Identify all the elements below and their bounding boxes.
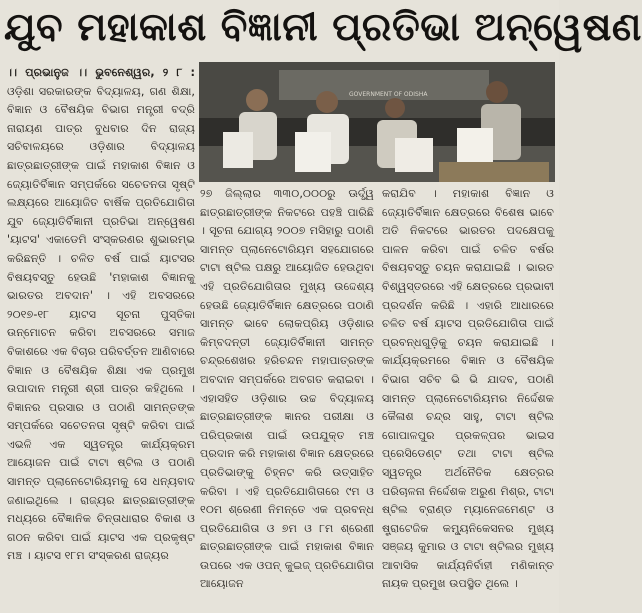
left-column-text: ଓଡ଼ିଶା ସରକାରଙ୍କ ବିଦ୍ୟାଳୟ, ଗଣ ଶିକ୍ଷା, ବିଜ୍ଞାନ ଓ ବୈଷୟିକ ବିଭାଗ ମନ୍ତ୍ରୀ ବଦ୍ରି ନାରାୟଣ ପାତ୍ର ବୁଧବାର ଦିନ ରାଜ୍ୟ ସଚିବାଳୟରେ ଓଡ଼ିଶାର ବିଦ୍ୟାଳୟ ଛାତ୍ରଛାତ୍ରୀଙ୍କ ପାଇଁ ମହାକାଶ ବିଜ୍ଞାନ ଓ ଜ୍ୟୋତିର୍ବିଜ୍ଞାନ ସମ୍ପର୍କରେ ସଚେତନତା ସୃଷ୍ଟି ଲକ୍ଷ୍ୟରେ ଆୟୋଜିତ ବାର୍ଷିକ ପ୍ରତିଯୋଗିତା ଯୁବ ଜ୍ୟୋତିର୍ବିଜ୍ଞାନୀ ପ୍ରତିଭା ଅନ୍ୱେଷଣ 'ୟାଟସ' ଏକାଡେମି ସଂସ୍କରଣର ଶୁଭାରମ୍ଭ କରିଛନ୍ତି । ଚଳିତ ବର୍ଷ ପାଇଁ ୟାଟସର ବିଷୟବସ୍ତୁ ହେଉଛି 'ମହାକାଶ ବିଜ୍ଞାନକୁ ଭାରତର ଅବଦାନ' । ଏହି ଅବସରରେ ୨୦୧୭-୧୮ ୟାଟସ ସୂଚନା ପୁସ୍ତିକା ଉନ୍ମୋଚନ କରିବା ଅବସରରେ ସମାଜ ବିକାଶରେ ଏକ ବିଚାର ପରିବର୍ତ୍ତନ ଆଣିବାରେ ବିଜ୍ଞାନ ଓ ବୈଷୟିକ ଶିକ୍ଷା ଏକ ପ୍ରମୁଖ ଉପାଦାନ ମନ୍ତ୍ରୀ ଶ୍ରୀ ପାତ୍ର କହିଥିଲେ । ବିଜ୍ଞାନର ପ୍ରସାର ଓ ପଠାଣି ସାମନ୍ତଙ୍କ ସମ୍ପର୍କରେ ସଚେତନତା ସୃଷ୍ଟି କରିବା ପାଇଁ ଏଭଳି ଏକ ସ୍ୱତନ୍ତ୍ର କାର୍ଯ୍ୟକ୍ରମ ଆୟୋଜନ ପାଇଁ ଟାଟା ଷ୍ଟିଲ ଓ ପଠାଣି ସାମନ୍ତ ପ୍ଲାନେଟୋରିୟମକୁ ସେ ଧନ୍ୟବାଦ ଜଣାଇଥିଲେ । ରାଜ୍ୟର ଛାତ୍ରଛାତ୍ରୀଙ୍କ ମଧ୍ୟରେ ବୈଜ୍ଞାନିକ ଚିନ୍ତାଧାରାର ବିକାଶ ଓ ଗଠନ କରିବା ପାଇଁ ୟାଟସ ଏକ ପ୍ରକୃଷ୍ଟ ମଞ୍ଚ । ୟାଟସ ୧୮ମ ସଂସ୍କରଣ ରାଜ୍ୟର xyxy=(7,84,195,563)
article-column-right xyxy=(382,185,554,610)
article-body-left xyxy=(7,64,195,566)
middle-column-text: ୨୭ ଜିଲ୍ଲାର ୩୩୦,୦୦୦ରୁ ଊର୍ଦ୍ଧ୍ୱ ଛାତ୍ରଛାତ୍ରୀଙ୍କ ନିକଟରେ ପହଞ୍ଚି ପାରିଛି । ସୂଚନା ଯୋଗ୍ୟ ୨୦୦୭ ମସିହାରୁ ପଠାଣି ସାମନ୍ତ ପ୍ଲାନେଟୋରିୟମ ସହଯୋଗରେ ଟାଟା ଷ୍ଟିଲ ପକ୍ଷରୁ ଆୟୋଜିତ ହେଉଥିବା ଏହି ପ୍ରତିଯୋଗିତାର ମୁଖ୍ୟ ଉଦ୍ଦେଶ୍ୟ ହେଉଛି ଜ୍ୟୋତିର୍ବିଜ୍ଞାନ କ୍ଷେତ୍ରରେ ପଠାଣି ସାମନ୍ତ ଭାବେ ଲୋକପ୍ରିୟ ଓଡ଼ିଶାର କିମ୍ବଦନ୍ତୀ ଜ୍ୟୋତିର୍ବିଜ୍ଞାନୀ ସାମନ୍ତ ଚନ୍ଦ୍ରଶେଖର ହରିଚନ୍ଦନ ମହାପାତ୍ରଙ୍କ ଅବଦାନ ସମ୍ପର୍କରେ ଅବଗତ କରାଇବା । ଏହାସହିତ ଓଡ଼ିଶାର ଉଚ୍ଚ ବିଦ୍ୟାଳୟ ଛାତ୍ରଛାତ୍ରୀଙ୍କ ଜ୍ଞାନର ପରୀକ୍ଷା ଓ ପରିପ୍ରକାଶ ପାଇଁ ଉପଯୁକ୍ତ ମଞ୍ଚ ପ୍ରଦାନ କରି ମହାକାଶ ବିଜ୍ଞାନ କ୍ଷେତ୍ରରେ ପ୍ରତିଭାଙ୍କୁ ଚିହ୍ନଟ କରି ଉତ୍ସାହିତ କରିବା । ଏହି ପ୍ରତିଯୋଗିତାରେ ୯ମ ଓ ୧୦ମ ଶ୍ରେଣୀ ନିମନ୍ତେ ଏକ ପ୍ରବନ୍ଧ ପ୍ରତିଯୋଗିତା ଓ ୭ମ ଓ ୮ମ ଶ୍ରେଣୀ ଛାତ୍ରଛାତ୍ରୀଙ୍କ ପାଇଁ ମହାକାଶ ବିଜ୍ଞାନ ଉପରେ ଏକ ଓପନ୍ କୁଇଜ୍ ପ୍ରତିଯୋଗିତା ଆୟୋଜନ xyxy=(200,187,374,591)
article-byline: ।। ପ୍ରଭାନୁଜ ।। ଭୁବନେଶ୍ୱର, ୨ ୮ : xyxy=(7,66,195,79)
article-headline: ଯୁବ ମହାକାଶ ବିଜ୍ଞାନୀ ପ୍ରତିଭା ଅନ୍ୱେଷଣ xyxy=(4,5,642,50)
press-event-photo xyxy=(199,62,555,182)
photo-banner-text: GOVERNMENT OF ODISHA xyxy=(349,91,428,98)
article-column-left xyxy=(7,64,195,610)
right-column-text: କରାଯିବ । ମହାକାଶ ବିଜ୍ଞାନ ଓ ଜ୍ୟୋତିର୍ବିଜ୍ଞାନ କ୍ଷେତ୍ରରେ ବିଶେଷ ଭାବେ ଅତି ନିକଟରେ ଭାରତର ପଦକ୍ଷେପକୁ ପାଳନ କରିବା ପାଇଁ ଚଳିତ ବର୍ଷର ବିଷୟବସ୍ତୁ ଚୟନ କରାଯାଇଛି । ଭାରତ ବିଶ୍ୱସ୍ତରରେ ଏହି କ୍ଷେତ୍ରରେ ପ୍ରଭାବୀ ପ୍ରଦର୍ଶନ କରିଛି । ଏହାରି ଆଧାରରେ ଚଳିତ ବର୍ଷ ୟାଟସ ପ୍ରତିଯୋଗିତା ପାଇଁ ପ୍ରବନ୍ଧଗୁଡ଼ିକୁ ଚୟନ କରାଯାଇଛି । କାର୍ଯ୍ୟକ୍ରମରେ ବିଜ୍ଞାନ ଓ ବୈଷୟିକ ବିଭାଗ ସଚିବ ଭି ଭି ଯାଦବ, ପଠାଣି ସାମନ୍ତ ପ୍ଲାନେଟୋରିୟମର ନିର୍ଦ୍ଦେଶକ କୈଳାଶ ଚନ୍ଦ୍ର ସାହୁ, ଟାଟା ଷ୍ଟିଲ ଗୋପାଳପୁର ପ୍ରକଳ୍ପର ଭାଇସ ପ୍ରେସିଡେଣ୍ଟ ତଥା ଟାଟା ଷ୍ଟିଲ ସ୍ୱତନ୍ତ୍ର ଅର୍ଥନୈତିକ କ୍ଷେତ୍ରର ପରିଚାଳନା ନିର୍ଦ୍ଦେଶକ ଅରୁଣ ମିଶ୍ର, ଟାଟା ଷ୍ଟିଲ ବ୍ରାଣ୍ଡ ମ୍ୟାନେଜମେଣ୍ଟ ଓ ଷ୍ଟ୍ରାଟେଜିକ କମ୍ୟୁନିକେସନର ମୁଖ୍ୟ ସଞ୍ଜୟ କୁମାର ଓ ଟାଟା ଷ୍ଟିଲର ମୁଖ୍ୟ ଆବାସିକ କାର୍ଯ୍ୟନିର୍ବାହୀ ମଣିକାନ୍ତ ନାୟକ ପ୍ରମୁଖ ଉପସ୍ଥିତ ଥିଲେ । xyxy=(382,187,554,591)
news-photo xyxy=(199,62,555,182)
article-column-middle xyxy=(200,185,374,610)
